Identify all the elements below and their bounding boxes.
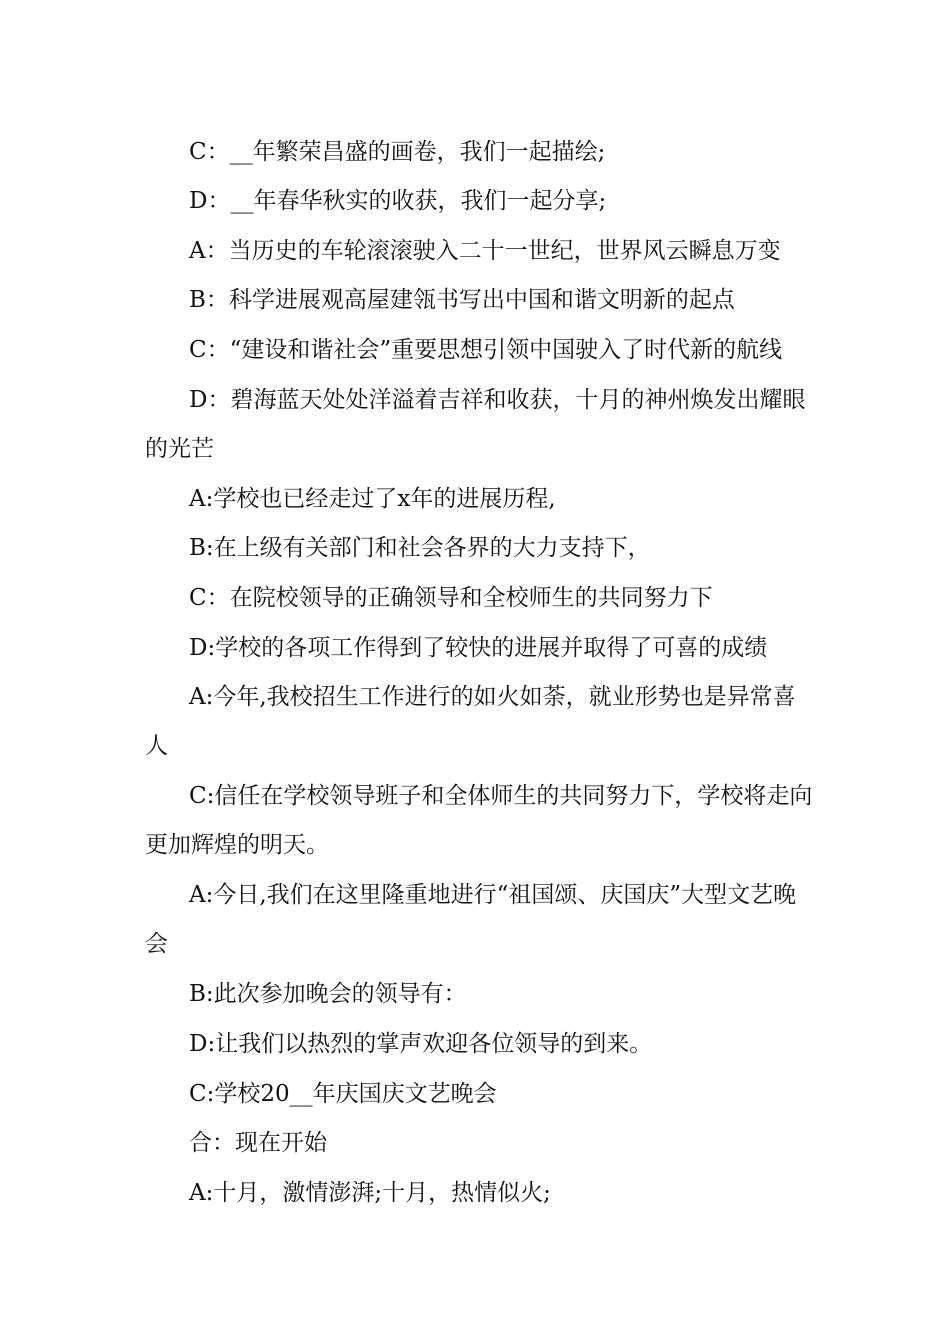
paragraph-2: D：__年春华秋实的收获，我们一起分享; (189, 188, 607, 214)
paragraph-14: B:此次参加晚会的领导有： (189, 981, 467, 1007)
paragraph-10: D:学校的各项工作得到了较快的进展并取得了可喜的成绩 (189, 635, 768, 661)
paragraph-8: B:在上级有关部门和社会各界的大力支持下， (189, 535, 651, 561)
paragraph-13: A:今日,我们在这里隆重地进行“祖国颂、庆国庆”大型文艺晚会 (145, 882, 797, 957)
paragraph-1: C：__年繁荣昌盛的画卷，我们一起描绘; (189, 139, 606, 165)
paragraph-9: C：在院校领导的正确领导和全校师生的共同努力下 (189, 585, 713, 611)
paragraph-16: C:学校20__年庆国庆文艺晚会 (189, 1081, 497, 1107)
paragraph-5: C：“建设和谐社会”重要思想引领中国驶入了时代新的航线 (189, 337, 783, 363)
paragraph-15: D:让我们以热烈的掌声欢迎各位领导的到来。 (189, 1031, 653, 1057)
paragraph-7: A:学校也已经走过了x年的进展历程, (189, 486, 556, 512)
paragraph-11: A:今年,我校招生工作进行的如火如荼，就业形势也是异常喜人 (145, 684, 796, 759)
paragraph-18: A:十月，激情澎湃;十月，热情似火; (189, 1180, 551, 1206)
paragraph-3: A：当历史的车轮滚滚驶入二十一世纪，世界风云瞬息万变 (189, 238, 781, 264)
paragraph-12: C:信任在学校领导班子和全体师生的共同努力下，学校将走向更加辉煌的明天。 (145, 783, 813, 858)
paragraph-6: D：碧海蓝天处处洋溢着吉祥和收获，十月的神州焕发出耀眼的光芒 (145, 387, 806, 462)
paragraph-4: B：科学进展观高屋建瓴书写出中国和谐文明新的起点 (189, 287, 735, 313)
paragraph-17: 合：现在开始 (189, 1130, 327, 1156)
